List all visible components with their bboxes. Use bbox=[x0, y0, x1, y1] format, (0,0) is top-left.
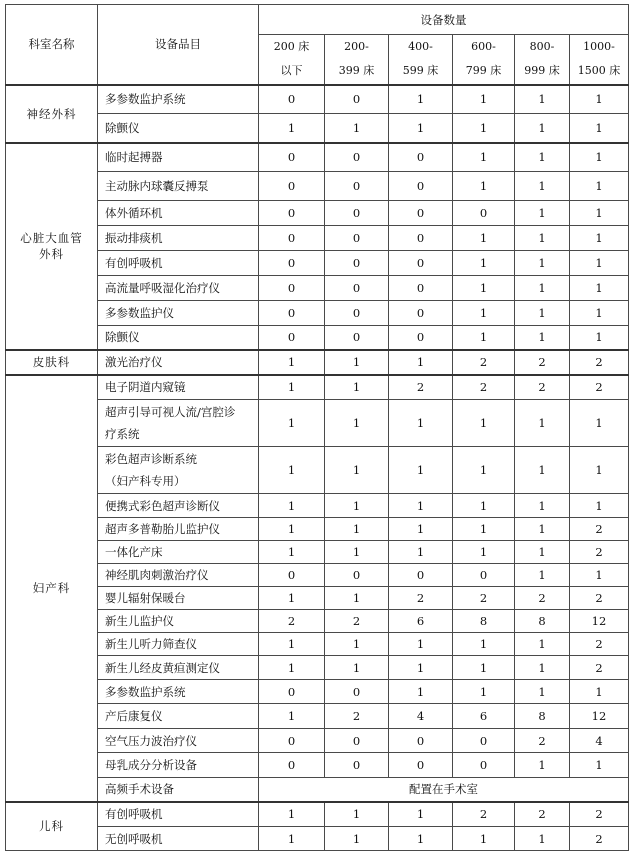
qty-cell: 1 bbox=[389, 447, 453, 494]
qty-cell: 1 bbox=[570, 201, 629, 226]
item-name: 一体化产床 bbox=[98, 541, 259, 564]
qty-cell: 1 bbox=[453, 301, 515, 326]
item-name: 多参数监护仪 bbox=[98, 301, 259, 326]
qty-cell: 1 bbox=[515, 541, 570, 564]
qty-cell: 0 bbox=[259, 301, 325, 326]
table-row bbox=[6, 301, 629, 326]
header-bed-line1: 200- bbox=[344, 40, 369, 54]
qty-cell: 0 bbox=[453, 753, 515, 778]
qty-cell: 1 bbox=[389, 633, 453, 656]
table-row bbox=[6, 447, 629, 494]
table-row bbox=[6, 610, 629, 633]
qty-cell: 4 bbox=[570, 729, 629, 753]
qty-cell: 2 bbox=[570, 587, 629, 610]
qty-cell: 1 bbox=[515, 827, 570, 851]
qty-cell: 1 bbox=[453, 541, 515, 564]
qty-cell: 1 bbox=[259, 827, 325, 851]
qty-cell: 1 bbox=[570, 143, 629, 172]
table-row bbox=[6, 172, 629, 201]
qty-cell: 8 bbox=[515, 704, 570, 729]
qty-cell: 6 bbox=[389, 610, 453, 633]
qty-cell: 1 bbox=[515, 226, 570, 251]
qty-cell: 1 bbox=[259, 400, 325, 447]
qty-cell: 1 bbox=[389, 827, 453, 851]
dept-neurosurgery: 神经外科 bbox=[6, 85, 98, 143]
qty-cell: 0 bbox=[259, 251, 325, 276]
qty-cell: 1 bbox=[325, 541, 389, 564]
qty-cell: 0 bbox=[389, 301, 453, 326]
item-name: 婴儿辐射保暖台 bbox=[98, 587, 259, 610]
qty-cell: 2 bbox=[453, 350, 515, 375]
qty-cell: 0 bbox=[325, 301, 389, 326]
qty-cell: 1 bbox=[515, 400, 570, 447]
qty-cell: 2 bbox=[453, 802, 515, 827]
qty-cell: 1 bbox=[325, 494, 389, 518]
table-row bbox=[6, 143, 629, 172]
qty-cell: 0 bbox=[259, 729, 325, 753]
item-name: 多参数监护系统 bbox=[98, 680, 259, 704]
table-row bbox=[6, 201, 629, 226]
qty-cell: 0 bbox=[389, 729, 453, 753]
item-name: 新生儿经皮黄疸测定仪 bbox=[98, 656, 259, 680]
qty-cell: 1 bbox=[570, 85, 629, 114]
qty-cell: 1 bbox=[389, 494, 453, 518]
item-name: 神经肌肉刺激治疗仪 bbox=[98, 564, 259, 587]
qty-cell: 2 bbox=[570, 827, 629, 851]
header-bed-class bbox=[389, 35, 453, 85]
table-row bbox=[6, 276, 629, 301]
header-bed-class bbox=[453, 35, 515, 85]
qty-cell: 2 bbox=[453, 587, 515, 610]
qty-cell: 1 bbox=[389, 656, 453, 680]
qty-cell: 1 bbox=[570, 753, 629, 778]
qty-cell: 1 bbox=[515, 680, 570, 704]
qty-cell: 0 bbox=[389, 564, 453, 587]
header-bed-class bbox=[515, 35, 570, 85]
item-name bbox=[98, 400, 259, 447]
header-bed-class bbox=[570, 35, 629, 85]
qty-cell: 1 bbox=[453, 276, 515, 301]
item-name: 除颤仪 bbox=[98, 114, 259, 143]
table-row bbox=[6, 541, 629, 564]
qty-cell: 1 bbox=[515, 564, 570, 587]
qty-cell: 0 bbox=[325, 729, 389, 753]
qty-cell: 2 bbox=[389, 587, 453, 610]
qty-cell: 0 bbox=[259, 201, 325, 226]
qty-cell: 2 bbox=[325, 704, 389, 729]
qty-cell: 2 bbox=[570, 656, 629, 680]
table-row bbox=[6, 633, 629, 656]
qty-cell: 1 bbox=[515, 494, 570, 518]
qty-cell: 1 bbox=[325, 587, 389, 610]
qty-cell: 1 bbox=[389, 518, 453, 541]
qty-cell: 8 bbox=[453, 610, 515, 633]
item-name bbox=[98, 447, 259, 494]
qty-cell: 1 bbox=[515, 656, 570, 680]
qty-cell: 2 bbox=[515, 350, 570, 375]
qty-cell: 6 bbox=[453, 704, 515, 729]
qty-cell: 2 bbox=[389, 375, 453, 400]
header-bed-line1: 1000- bbox=[583, 40, 615, 54]
item-line1: 超声引导可视人流/宫腔诊 bbox=[105, 405, 236, 419]
item-name: 临时起搏器 bbox=[98, 143, 259, 172]
qty-cell: 1 bbox=[515, 633, 570, 656]
qty-cell: 1 bbox=[259, 350, 325, 375]
header-quantity: 设备数量 bbox=[259, 5, 629, 35]
qty-cell: 1 bbox=[570, 226, 629, 251]
qty-cell: 0 bbox=[389, 753, 453, 778]
item-name: 主动脉内球囊反搏泵 bbox=[98, 172, 259, 201]
qty-cell: 2 bbox=[570, 802, 629, 827]
item-line2: 疗系统 bbox=[105, 427, 140, 441]
qty-cell: 1 bbox=[453, 172, 515, 201]
qty-cell: 1 bbox=[325, 400, 389, 447]
header-bed-line1: 400- bbox=[408, 40, 433, 54]
qty-cell: 2 bbox=[570, 518, 629, 541]
qty-cell: 1 bbox=[259, 633, 325, 656]
qty-cell: 1 bbox=[453, 827, 515, 851]
qty-cell: 0 bbox=[259, 85, 325, 114]
qty-cell: 1 bbox=[570, 680, 629, 704]
item-name: 有创呼吸机 bbox=[98, 251, 259, 276]
qty-cell: 1 bbox=[570, 251, 629, 276]
qty-cell: 1 bbox=[325, 375, 389, 400]
item-name: 空气压力波治疗仪 bbox=[98, 729, 259, 753]
dept-line1: 心脏大血管 bbox=[20, 231, 83, 245]
qty-cell: 1 bbox=[515, 326, 570, 350]
header-bed-line2: 999 床 bbox=[524, 64, 560, 78]
header-bed-line1: 600- bbox=[471, 40, 496, 54]
qty-cell: 0 bbox=[325, 276, 389, 301]
item-name: 多参数监护系统 bbox=[98, 85, 259, 114]
dept-pediatrics: 儿科 bbox=[6, 802, 98, 851]
qty-cell: 1 bbox=[325, 447, 389, 494]
qty-cell: 1 bbox=[515, 114, 570, 143]
item-name: 超声多普勒胎儿监护仪 bbox=[98, 518, 259, 541]
header-bed-class bbox=[325, 35, 389, 85]
item-name: 体外循环机 bbox=[98, 201, 259, 226]
header-bed-line2: 399 床 bbox=[338, 64, 375, 78]
item-name: 振动排痰机 bbox=[98, 226, 259, 251]
item-name: 高频手术设备 bbox=[98, 778, 259, 802]
qty-cell: 1 bbox=[453, 494, 515, 518]
qty-cell: 0 bbox=[389, 251, 453, 276]
qty-cell: 0 bbox=[325, 326, 389, 350]
qty-cell: 1 bbox=[389, 400, 453, 447]
qty-cell: 0 bbox=[259, 172, 325, 201]
header-item: 设备品目 bbox=[98, 5, 259, 85]
qty-cell: 1 bbox=[259, 447, 325, 494]
equipment-table bbox=[5, 4, 629, 851]
qty-cell: 0 bbox=[325, 172, 389, 201]
header-bed-line2: 799 床 bbox=[465, 64, 502, 78]
item-name: 新生儿监护仪 bbox=[98, 610, 259, 633]
qty-cell: 0 bbox=[325, 564, 389, 587]
table-row bbox=[6, 680, 629, 704]
qty-cell: 1 bbox=[259, 375, 325, 400]
note-cell: 配置在手术室 bbox=[259, 778, 629, 802]
qty-cell: 1 bbox=[259, 802, 325, 827]
qty-cell: 1 bbox=[570, 301, 629, 326]
qty-cell: 1 bbox=[259, 656, 325, 680]
qty-cell: 2 bbox=[453, 375, 515, 400]
item-name: 便携式彩色超声诊断仪 bbox=[98, 494, 259, 518]
qty-cell: 1 bbox=[325, 802, 389, 827]
qty-cell: 0 bbox=[325, 85, 389, 114]
header-bed-line2: 599 床 bbox=[402, 64, 439, 78]
qty-cell: 1 bbox=[259, 114, 325, 143]
qty-cell: 8 bbox=[515, 610, 570, 633]
qty-cell: 1 bbox=[325, 827, 389, 851]
qty-cell: 1 bbox=[389, 114, 453, 143]
qty-cell: 0 bbox=[389, 276, 453, 301]
table-row bbox=[6, 85, 629, 114]
dept-obstetrics-gynecology: 妇产科 bbox=[6, 375, 98, 802]
qty-cell: 1 bbox=[515, 518, 570, 541]
qty-cell: 0 bbox=[453, 564, 515, 587]
qty-cell: 1 bbox=[453, 251, 515, 276]
qty-cell: 1 bbox=[453, 680, 515, 704]
qty-cell: 1 bbox=[570, 326, 629, 350]
header-dept: 科室名称 bbox=[6, 5, 98, 85]
item-name: 有创呼吸机 bbox=[98, 802, 259, 827]
qty-cell: 1 bbox=[325, 633, 389, 656]
header-bed-line1: 800- bbox=[529, 40, 555, 54]
item-name: 激光治疗仪 bbox=[98, 350, 259, 375]
table-row bbox=[6, 350, 629, 375]
dept-cardiovascular-surgery bbox=[6, 143, 98, 350]
item-name: 除颤仪 bbox=[98, 326, 259, 350]
table-row bbox=[6, 827, 629, 851]
qty-cell: 1 bbox=[453, 226, 515, 251]
header-row-1 bbox=[6, 5, 629, 35]
qty-cell: 1 bbox=[570, 447, 629, 494]
qty-cell: 1 bbox=[389, 680, 453, 704]
qty-cell: 1 bbox=[570, 494, 629, 518]
table-row bbox=[6, 564, 629, 587]
table-row bbox=[6, 656, 629, 680]
qty-cell: 2 bbox=[570, 350, 629, 375]
qty-cell: 1 bbox=[389, 350, 453, 375]
qty-cell: 0 bbox=[389, 172, 453, 201]
qty-cell: 1 bbox=[515, 85, 570, 114]
dept-line2: 外科 bbox=[39, 247, 64, 261]
qty-cell: 1 bbox=[389, 85, 453, 114]
qty-cell: 1 bbox=[515, 276, 570, 301]
table-row bbox=[6, 802, 629, 827]
header-bed-line2: 以下 bbox=[280, 64, 303, 78]
qty-cell: 2 bbox=[570, 375, 629, 400]
qty-cell: 1 bbox=[389, 802, 453, 827]
table-row bbox=[6, 587, 629, 610]
item-name: 高流量呼吸湿化治疗仪 bbox=[98, 276, 259, 301]
qty-cell: 2 bbox=[570, 633, 629, 656]
qty-cell: 0 bbox=[259, 143, 325, 172]
qty-cell: 1 bbox=[453, 656, 515, 680]
qty-cell: 2 bbox=[515, 375, 570, 400]
qty-cell: 1 bbox=[453, 326, 515, 350]
qty-cell: 1 bbox=[325, 518, 389, 541]
table-row bbox=[6, 518, 629, 541]
qty-cell: 0 bbox=[259, 753, 325, 778]
qty-cell: 0 bbox=[259, 276, 325, 301]
qty-cell: 1 bbox=[259, 587, 325, 610]
qty-cell: 0 bbox=[453, 201, 515, 226]
header-bed-line1: 200 床 bbox=[273, 40, 310, 54]
qty-cell: 4 bbox=[389, 704, 453, 729]
qty-cell: 2 bbox=[515, 587, 570, 610]
qty-cell: 1 bbox=[325, 656, 389, 680]
qty-cell: 0 bbox=[259, 680, 325, 704]
qty-cell: 1 bbox=[325, 114, 389, 143]
qty-cell: 0 bbox=[325, 251, 389, 276]
qty-cell: 1 bbox=[453, 114, 515, 143]
table-row bbox=[6, 704, 629, 729]
qty-cell: 1 bbox=[453, 633, 515, 656]
table-row bbox=[6, 114, 629, 143]
qty-cell: 1 bbox=[259, 518, 325, 541]
qty-cell: 1 bbox=[570, 400, 629, 447]
qty-cell: 0 bbox=[325, 753, 389, 778]
qty-cell: 1 bbox=[570, 172, 629, 201]
qty-cell: 0 bbox=[259, 326, 325, 350]
item-name: 母乳成分分析设备 bbox=[98, 753, 259, 778]
table-row bbox=[6, 753, 629, 778]
item-name: 产后康复仪 bbox=[98, 704, 259, 729]
qty-cell: 0 bbox=[389, 326, 453, 350]
table-row bbox=[6, 494, 629, 518]
table-row bbox=[6, 400, 629, 447]
qty-cell: 1 bbox=[515, 143, 570, 172]
item-line2: （妇产科专用） bbox=[105, 474, 186, 488]
table-row bbox=[6, 729, 629, 753]
qty-cell: 1 bbox=[515, 172, 570, 201]
qty-cell: 2 bbox=[515, 729, 570, 753]
qty-cell: 1 bbox=[515, 201, 570, 226]
table-row bbox=[6, 251, 629, 276]
qty-cell: 1 bbox=[453, 400, 515, 447]
qty-cell: 0 bbox=[389, 226, 453, 251]
qty-cell: 0 bbox=[325, 201, 389, 226]
table-row bbox=[6, 778, 629, 802]
qty-cell: 1 bbox=[259, 704, 325, 729]
header-bed-line2: 1500 床 bbox=[577, 64, 621, 78]
qty-cell: 0 bbox=[453, 729, 515, 753]
dept-dermatology: 皮肤科 bbox=[6, 350, 98, 375]
item-name: 新生儿听力筛查仪 bbox=[98, 633, 259, 656]
qty-cell: 1 bbox=[515, 301, 570, 326]
qty-cell: 1 bbox=[515, 753, 570, 778]
qty-cell: 0 bbox=[325, 680, 389, 704]
qty-cell: 1 bbox=[515, 447, 570, 494]
qty-cell: 1 bbox=[453, 447, 515, 494]
table-row bbox=[6, 375, 629, 400]
qty-cell: 2 bbox=[515, 802, 570, 827]
qty-cell: 1 bbox=[453, 85, 515, 114]
qty-cell: 1 bbox=[453, 143, 515, 172]
header-bed-class bbox=[259, 35, 325, 85]
qty-cell: 1 bbox=[259, 541, 325, 564]
qty-cell: 0 bbox=[259, 226, 325, 251]
qty-cell: 1 bbox=[453, 518, 515, 541]
table-row bbox=[6, 326, 629, 350]
qty-cell: 1 bbox=[515, 251, 570, 276]
qty-cell: 1 bbox=[325, 350, 389, 375]
item-name: 无创呼吸机 bbox=[98, 827, 259, 851]
qty-cell: 0 bbox=[325, 143, 389, 172]
qty-cell: 1 bbox=[570, 276, 629, 301]
qty-cell: 0 bbox=[389, 201, 453, 226]
qty-cell: 1 bbox=[570, 564, 629, 587]
qty-cell: 0 bbox=[259, 564, 325, 587]
qty-cell: 12 bbox=[570, 704, 629, 729]
qty-cell: 2 bbox=[259, 610, 325, 633]
qty-cell: 1 bbox=[389, 541, 453, 564]
qty-cell: 12 bbox=[570, 610, 629, 633]
qty-cell: 0 bbox=[389, 143, 453, 172]
qty-cell: 1 bbox=[570, 114, 629, 143]
qty-cell: 2 bbox=[325, 610, 389, 633]
item-line1: 彩色超声诊断系统 bbox=[105, 452, 197, 466]
qty-cell: 2 bbox=[570, 541, 629, 564]
qty-cell: 0 bbox=[325, 226, 389, 251]
qty-cell: 1 bbox=[259, 494, 325, 518]
table-row bbox=[6, 226, 629, 251]
item-name: 电子阴道内窥镜 bbox=[98, 375, 259, 400]
